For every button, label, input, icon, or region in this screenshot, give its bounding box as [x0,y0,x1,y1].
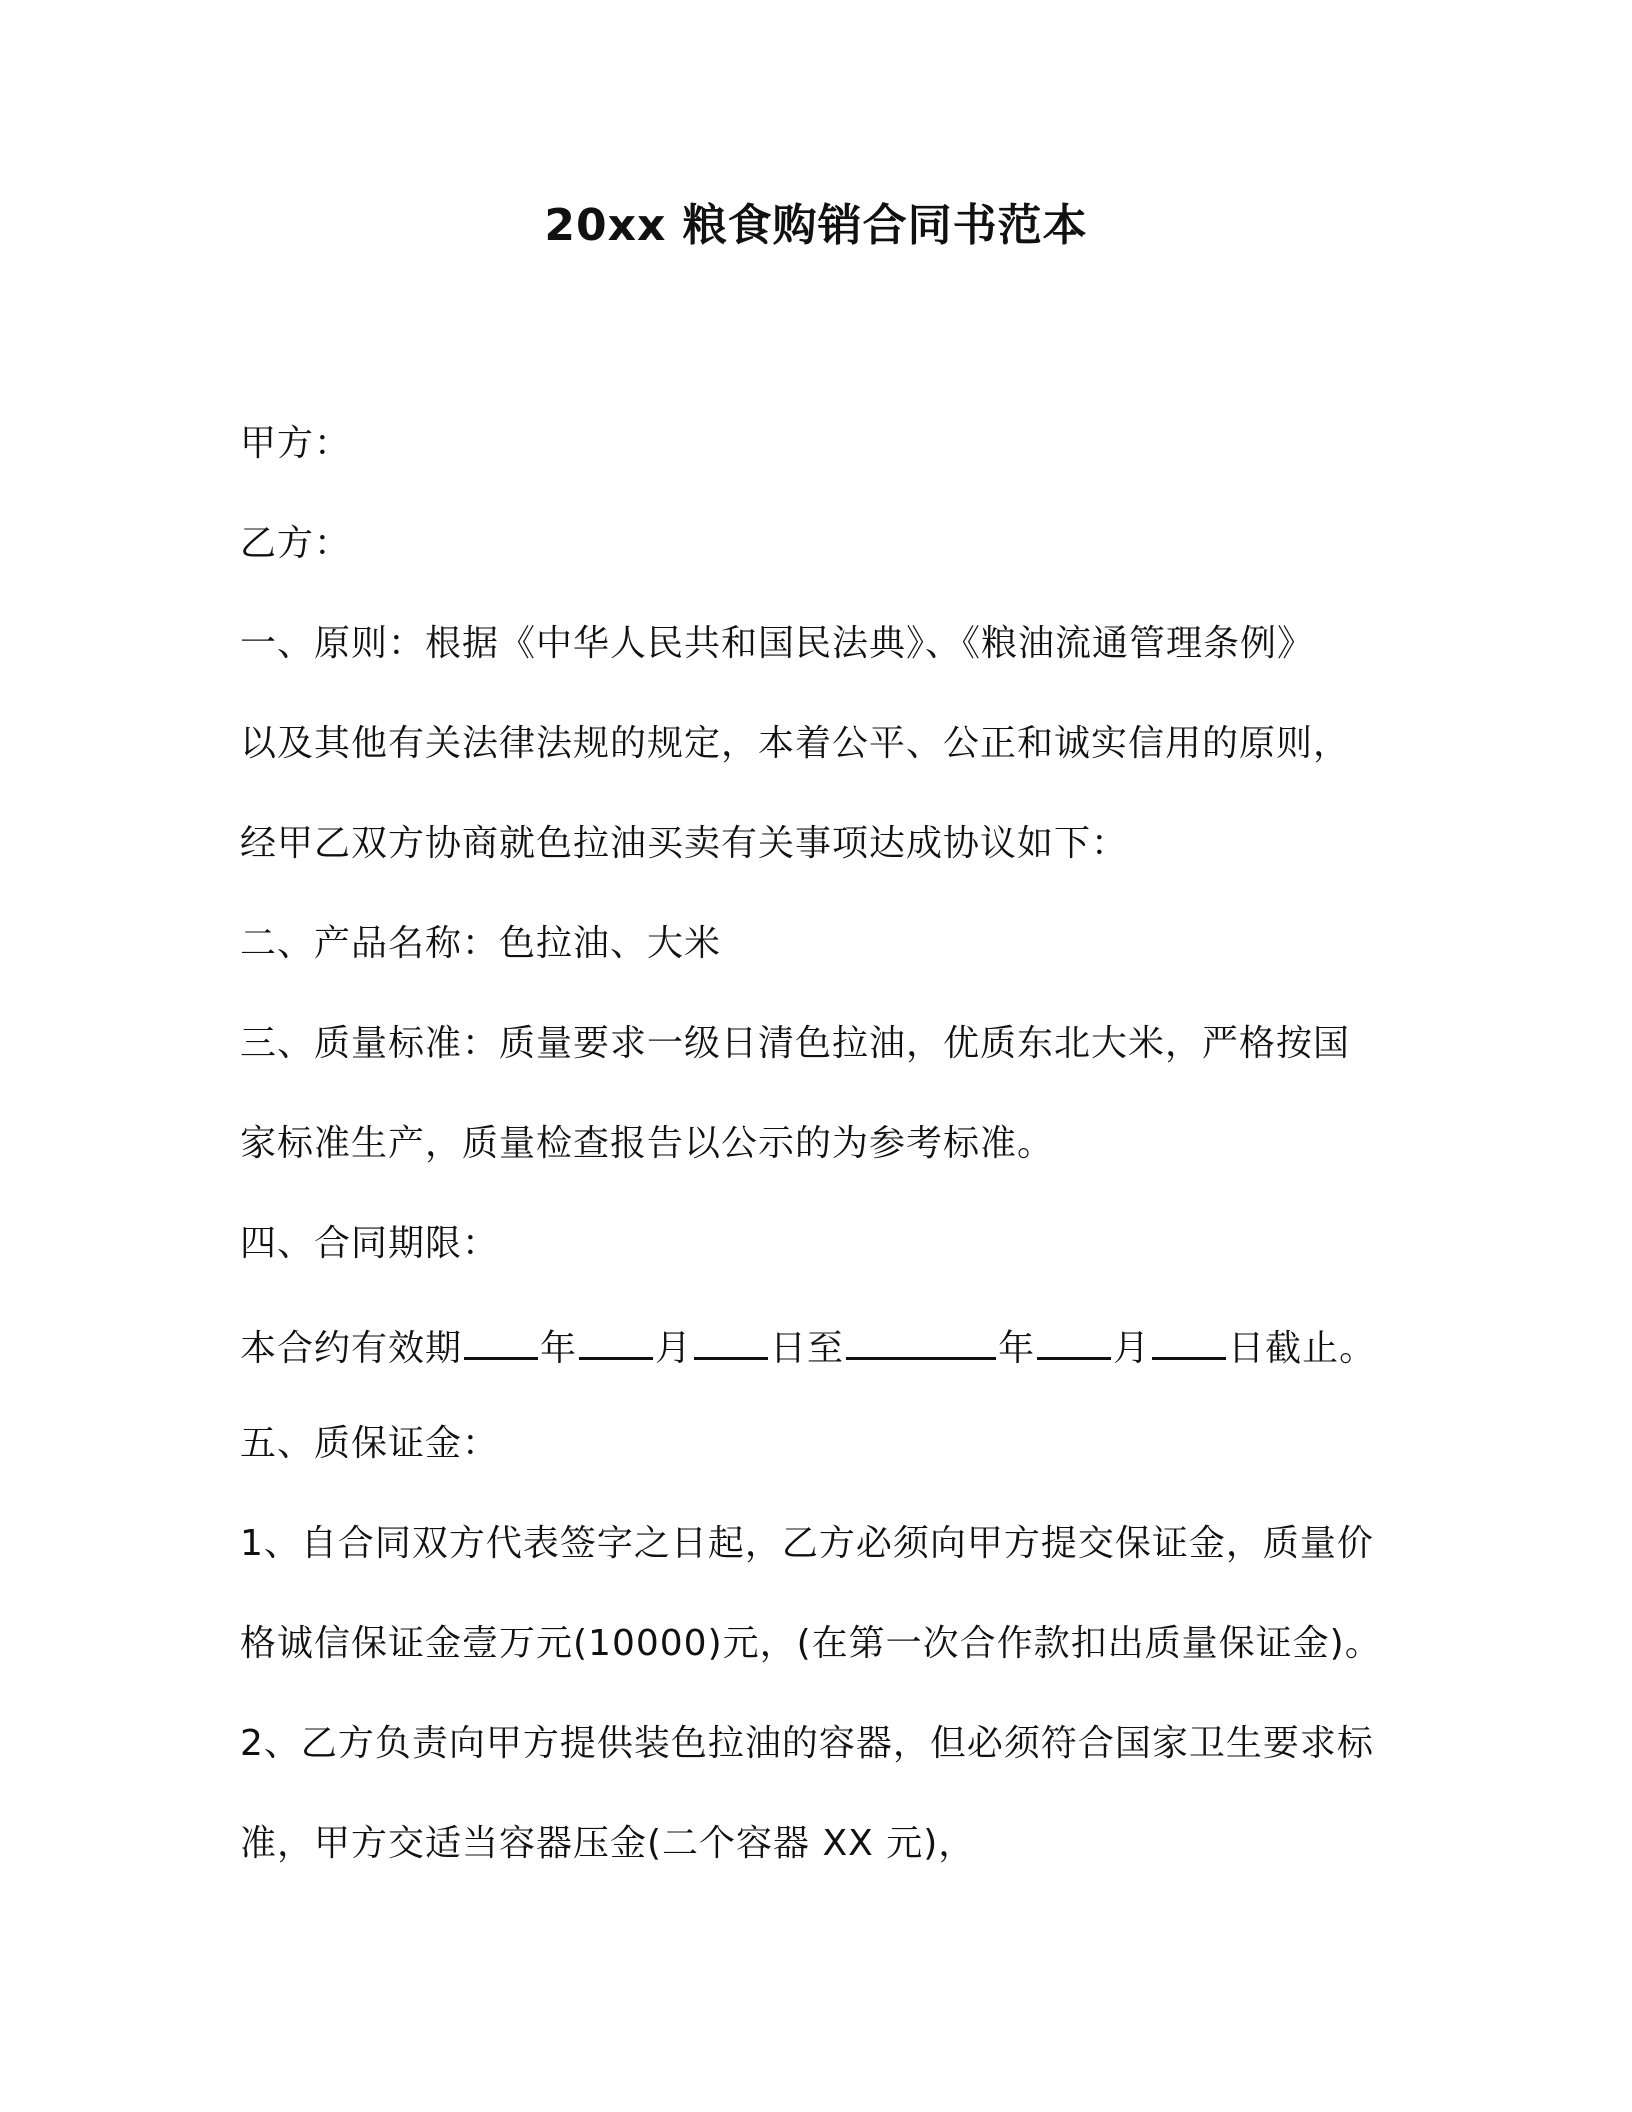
term-month-1: 月 [655,1328,693,1369]
party-b-line: 乙方： [240,523,352,564]
end-day-blank [1152,1319,1226,1360]
term-year-1: 年 [540,1328,578,1369]
clause-4-heading: 四、合同期限： [240,1223,500,1264]
start-day-blank [694,1319,768,1360]
term-year-2: 年 [998,1328,1036,1369]
clause-1-line-2: 以及其他有关法律法规的规定，本着公平、公正和诚实信用的原则， [240,723,1351,764]
party-a-line: 甲方： [240,423,352,464]
clause-3-line-2: 家标准生产，质量检查报告以公示的为参考标准。 [240,1123,1055,1164]
term-end: 日截止。 [1228,1328,1377,1369]
clause-5-item-2-line-2: 准，甲方交适当容器压金(二个容器 XX 元)， [240,1823,976,1864]
term-day-to: 日至 [770,1328,845,1369]
clause-2-line: 二、产品名称：色拉油、大米 [240,923,722,964]
document-title: 20xx 粮食购销合同书范本 [544,200,1088,251]
clause-1-line-3: 经甲乙双方协商就色拉油买卖有关事项达成协议如下： [240,823,1129,864]
term-month-2: 月 [1113,1328,1151,1369]
term-prefix: 本合约有效期 [240,1328,463,1369]
end-year-blank [846,1319,996,1360]
clause-5-item-1-line-2: 格诚信保证金壹万元(10000)元，(在第一次合作款扣出质量保证金)。 [240,1623,1382,1664]
clause-5-item-1-line-1: 1、自合同双方代表签字之日起，乙方必须向甲方提交保证金，质量价 [240,1523,1374,1564]
clause-1-line-1: 一、原则：根据《中华人民共和国民法典》、《粮油流通管理条例》 [240,623,1315,664]
start-month-blank [579,1319,653,1360]
clause-5-heading: 五、质保证金： [240,1423,500,1464]
clause-3-line-1: 三、质量标准：质量要求一级日清色拉油，优质东北大米，严格按国 [240,1023,1351,1064]
start-year-blank [464,1319,538,1360]
clause-5-item-2-line-1: 2、乙方负责向甲方提供装色拉油的容器，但必须符合国家卫生要求标 [240,1723,1374,1764]
term-line [240,1319,1376,1374]
end-month-blank [1037,1319,1111,1360]
